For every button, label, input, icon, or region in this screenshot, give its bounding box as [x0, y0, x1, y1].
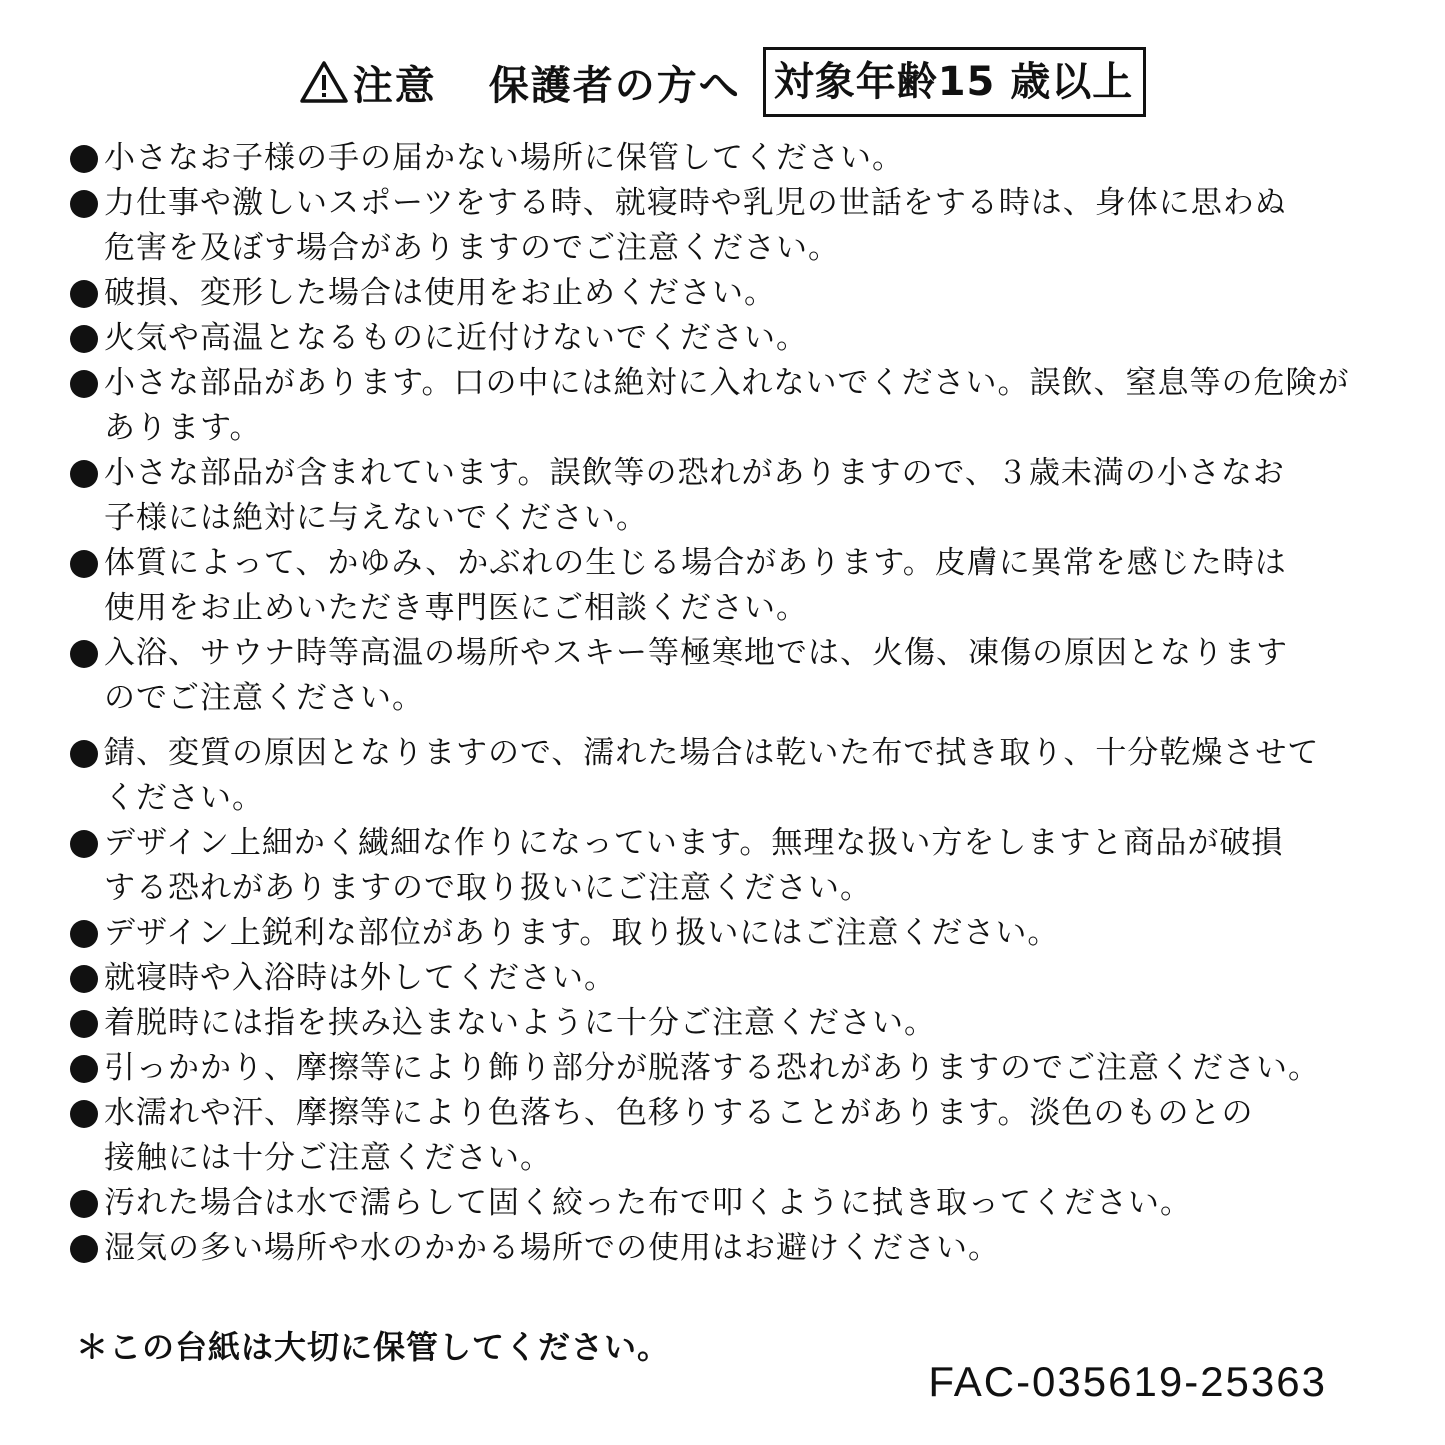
notice-text: 就寝時や入浴時は外してください。: [104, 960, 616, 996]
notice-list: [70, 136, 1390, 1271]
notice-text: 小さなお子様の手の届かない場所に保管してください。: [104, 140, 904, 176]
notice-item: [70, 136, 1390, 181]
bullet-icon: [70, 1235, 98, 1263]
notice-item: [70, 1226, 1390, 1271]
bullet-icon: [70, 280, 98, 308]
bullet-icon: [70, 1055, 98, 1083]
notice-item: [70, 1046, 1390, 1091]
notice-text: 着脱時には指を挟み込まないように十分ご注意ください。: [104, 1005, 936, 1041]
bullet-icon: [70, 145, 98, 173]
bullet-icon: [70, 1190, 98, 1218]
guardian-label: 保護者の方へ: [488, 62, 741, 109]
notice-text: 入浴、サウナ時等高温の場所やスキー等極寒地では、火傷、凍傷の原因となります のでご注意ください。: [104, 635, 1288, 716]
bullet-icon: [70, 550, 98, 578]
notice-item: [70, 731, 1390, 821]
notice-item: [70, 911, 1390, 956]
notice-item: [70, 271, 1390, 316]
notice-item: [70, 1181, 1390, 1226]
bullet-icon: [70, 1100, 98, 1128]
keep-mount-note: ＊この台紙は大切に保管してください。: [76, 1328, 671, 1366]
bullet-icon: [70, 1010, 98, 1038]
notice-item: [70, 361, 1390, 451]
caution-header: [0, 44, 1445, 120]
notice-text: 引っかかり、摩擦等により飾り部分が脱落する恐れがありますのでご注意ください。: [104, 1050, 1320, 1086]
notice-item: [70, 821, 1390, 911]
notice-text: 火気や高温となるものに近付けないでください。: [104, 320, 808, 356]
notice-text: デザイン上鋭利な部位があります。取り扱いにはご注意ください。: [104, 915, 1060, 951]
notice-text: 体質によって、かゆみ、かぶれの生じる場合があります。皮膚に異常を感じた時は 使用をお止めいただき専門医にご相談ください。: [104, 545, 1287, 626]
bullet-icon: [70, 830, 98, 858]
notice-item: [70, 316, 1390, 361]
notice-item: [70, 956, 1390, 1001]
notice-text: 小さな部品があります。口の中には絶対に入れないでください。誤飲、窒息等の危険が あります。: [104, 365, 1350, 446]
warning-triangle-icon: [299, 60, 349, 104]
notice-text: 力仕事や激しいスポーツをする時、就寝時や乳児の世話をする時は、身体に思わぬ 危害を及ぼす場合がありますのでご注意ください。: [104, 185, 1287, 266]
bullet-icon: [70, 965, 98, 993]
age-target-box: 対象年齢15 歳以上: [763, 47, 1147, 117]
notice-item: [70, 631, 1390, 721]
notice-item: [70, 1091, 1390, 1181]
notice-text: 錆、変質の原因となりますので、濡れた場合は乾いた布で拭き取り、十分乾燥させて ください。: [104, 735, 1320, 816]
notice-item: [70, 451, 1390, 541]
bullet-icon: [70, 640, 98, 668]
bullet-icon: [70, 740, 98, 768]
bullet-icon: [70, 920, 98, 948]
product-code: FAC-035619-25363: [928, 1358, 1327, 1405]
notice-item: [70, 1001, 1390, 1046]
notice-text: 汚れた場合は水で濡らして固く絞った布で叩くように拭き取ってください。: [104, 1185, 1192, 1221]
bullet-icon: [70, 190, 98, 218]
notice-text: デザイン上細かく繊細な作りになっています。無理な扱い方をしますと商品が破損 する恐れがありますので取り扱いにご注意ください。: [104, 825, 1284, 906]
notice-text: 破損、変形した場合は使用をお止めください。: [104, 275, 776, 311]
notice-item: [70, 541, 1390, 631]
notice-text: 小さな部品が含まれています。誤飲等の恐れがありますので、３歳未満の小さなお 子様には絶対に与えないでください。: [104, 455, 1285, 536]
bullet-icon: [70, 370, 98, 398]
bullet-icon: [70, 325, 98, 353]
notice-text: 水濡れや汗、摩擦等により色落ち、色移りすることがあります。淡色のものとの 接触には十分ご注意ください。: [104, 1095, 1254, 1176]
notice-text: 湿気の多い場所や水のかかる場所での使用はお避けください。: [104, 1230, 1000, 1266]
bullet-icon: [70, 460, 98, 488]
notice-item: [70, 181, 1390, 271]
caution-label: 注意: [352, 62, 437, 109]
